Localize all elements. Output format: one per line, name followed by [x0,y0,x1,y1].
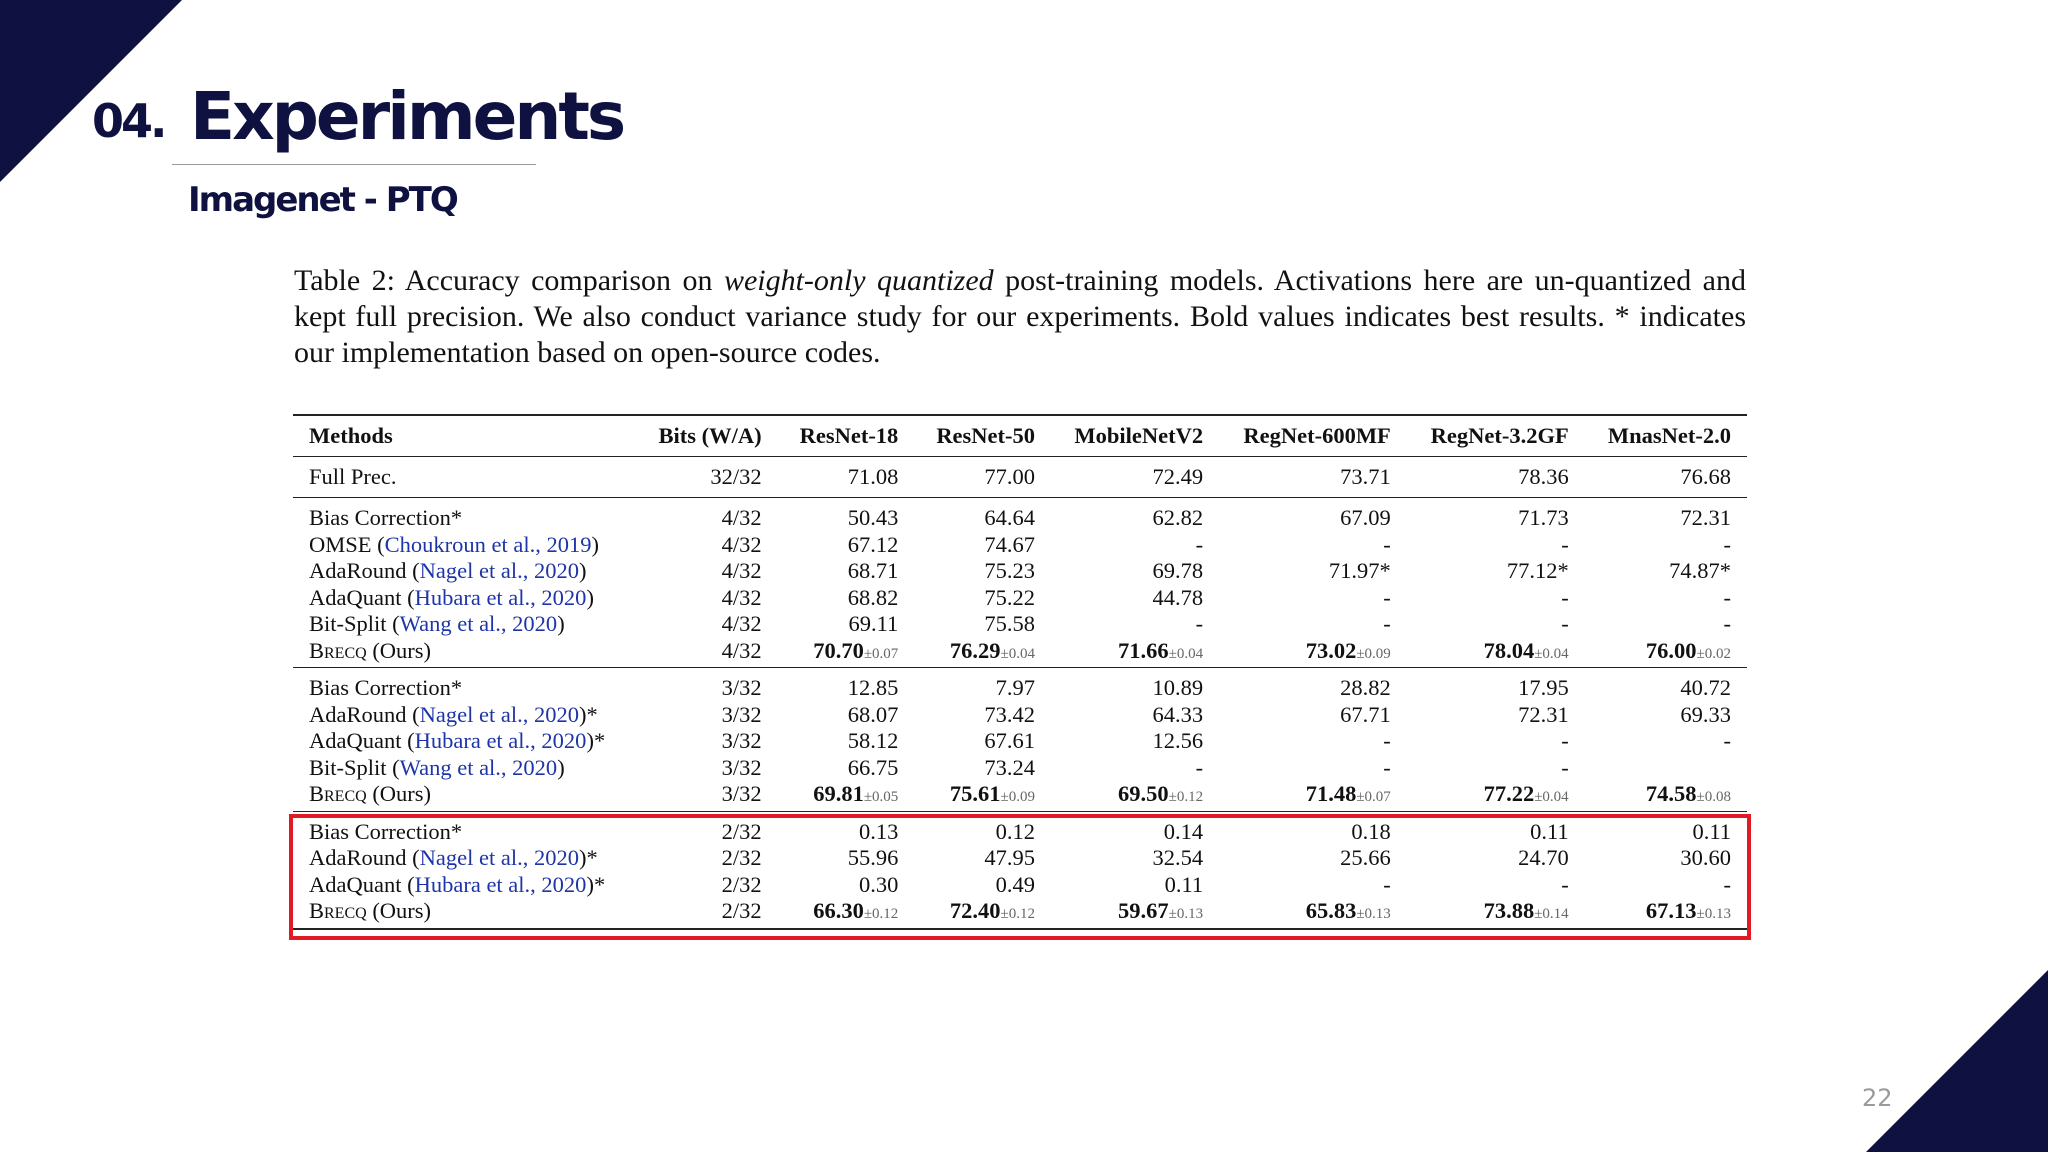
citation-link: Nagel et al., 2020 [419,558,579,584]
value-cell [914,638,1051,668]
title-underline [172,164,536,165]
method-name: Bit-Split [309,754,387,780]
value-cell: - [1383,584,1391,610]
value-cell: - [1195,611,1204,637]
col-header-regnet-3-2gf: RegNet-3.2GF [1407,415,1585,457]
citation-link: Hubara et al., 2020 [414,728,587,754]
value-cell: 44.78 [1152,584,1204,610]
table-row [293,585,1747,612]
col-header-resnet18: ResNet-18 [778,415,915,457]
best-value: 67.13 [1645,898,1697,924]
value-cell: - [1561,611,1569,637]
method-name: AdaRound [309,845,407,871]
value-cell [1219,781,1407,811]
value-cell: - [1195,531,1204,557]
best-value: 70.70 [813,637,864,663]
value-cell: 71.73 [1518,505,1569,531]
citation-link: Hubara et al., 2020 [414,584,587,610]
best-value: 75.61 [949,781,1001,807]
value-cell: 0.18 [1351,818,1391,844]
col-header-mobilenetv2: MobileNetV2 [1051,415,1219,457]
bits-cell: 3/32 [721,675,762,701]
method-cell: AdaRound (Nagel et al., 2020)* [309,845,598,871]
table-row-full-prec [293,457,1747,498]
bits-cell: 4/32 [721,584,762,610]
value-cell: 50.43 [847,505,899,531]
best-value: 69.50 [1118,781,1169,807]
value-cell: 24.70 [1518,845,1569,871]
method-cell: Full Prec. [293,457,636,498]
value-cell: 74.67 [984,531,1036,557]
value-cell: 17.95 [1518,675,1569,701]
std-dev: ±0.04 [1534,645,1569,662]
value-cell: 0.11 [1530,818,1569,844]
bits-cell: 4/32 [721,558,762,584]
col-header-methods: Methods [293,415,636,457]
best-value: 76.00 [1645,637,1697,663]
corner-triangle-top-left [0,0,182,182]
std-dev: ±0.07 [1356,789,1391,806]
best-value: 78.04 [1483,637,1535,663]
value-cell: - [1383,871,1391,897]
value-cell: 75.22 [984,584,1036,610]
value-cell: 67.71 [1340,701,1391,727]
std-dev: ±0.04 [1168,645,1204,662]
value-cell [1051,781,1219,811]
std-dev: ±0.13 [1696,906,1731,923]
value-cell: 47.95 [984,845,1036,871]
method-suffix: * [586,701,598,727]
value-cell: 10.89 [1152,675,1204,701]
value-cell [914,781,1051,811]
value-cell: - [1723,611,1731,637]
value-cell: 0.12 [995,818,1036,844]
bits-cell: 3/32 [636,781,777,811]
citation-link: Wang et al., 2020 [399,754,558,780]
value-cell: 0.11 [1164,871,1204,897]
value-cell: 73.42 [984,701,1036,727]
citation-link: Nagel et al., 2020 [419,701,579,727]
value-cell: 72.31 [1680,505,1731,531]
method-name: AdaQuant [309,728,402,754]
value-cell: 66.75 [847,754,899,780]
value-cell: 32.54 [1152,845,1204,871]
value-cell [1219,638,1407,668]
value-cell: 64.64 [984,505,1036,531]
citation-link: Wang et al., 2020 [399,611,558,637]
std-dev: ±0.14 [1534,906,1569,923]
best-value: 73.02 [1305,637,1357,663]
value-cell: - [1561,871,1569,897]
value-cell [778,781,915,811]
value-cell: 74.87* [1669,558,1731,584]
method-cell [293,668,636,702]
value-cell [1407,781,1585,811]
table-row [293,702,1747,729]
value-cell: - [1383,611,1391,637]
value-cell: 25.66 [1340,845,1391,871]
corner-triangle-bottom-right [1866,970,2048,1152]
value-cell: 0.13 [858,818,899,844]
citation-link: Hubara et al., 2020 [414,871,587,897]
best-value: 65.83 [1305,898,1357,924]
value-cell: 67.09 [1340,505,1391,531]
value-cell [1585,755,1747,782]
value-cell: - [1561,754,1569,780]
best-value: 71.66 [1118,637,1169,663]
value-cell: 58.12 [847,728,899,754]
best-value: 73.88 [1483,898,1535,924]
bits-cell: 2/32 [636,898,777,929]
method-name: Brecq [309,637,367,663]
value-cell: 73.24 [984,754,1036,780]
method-name: OMSE [309,531,372,557]
method-suffix: * [593,728,606,754]
best-value: 76.29 [949,637,1001,663]
value-cell: 30.60 [1680,845,1731,871]
method-name: AdaRound [309,558,407,584]
value-cell: - [1195,754,1204,780]
value-cell: - [1723,531,1731,557]
std-dev: ±0.04 [1000,645,1036,662]
value-cell: 71.97* [1328,558,1391,584]
col-header-bits: Bits (W/A) [636,415,777,457]
value-cell: - [1561,584,1569,610]
bits-cell: 3/32 [721,754,762,780]
method-name: AdaQuant [309,871,402,897]
slide-subtitle: Imagenet - PTQ [188,180,457,220]
method-cell: AdaQuant (Hubara et al., 2020)* [309,871,606,897]
std-dev: ±0.09 [1000,789,1036,806]
std-dev: ±0.09 [1356,645,1391,662]
table-row [293,668,1747,702]
value-cell: - [1561,531,1569,557]
table-row [293,558,1747,585]
table-row [293,755,1747,782]
value-cell [1585,638,1747,668]
std-dev: ±0.12 [1168,789,1204,806]
value-cell: 72.49 [1051,457,1219,498]
method-name: Brecq [309,898,367,924]
value-cell: - [1383,754,1391,780]
header-row [293,415,1747,457]
value-cell: 62.82 [1152,505,1204,531]
value-cell: 7.97 [995,675,1036,701]
best-value: 74.58 [1645,781,1697,807]
method-cell [293,781,636,811]
col-header-regnet-600mf: RegNet-600MF [1219,415,1407,457]
value-cell: - [1383,728,1391,754]
value-cell: - [1723,871,1731,897]
value-cell: 0.11 [1692,818,1731,844]
std-dev: ±0.12 [1000,906,1036,923]
method-name: Brecq [309,781,367,807]
value-cell: 55.96 [847,845,899,871]
citation-link: Choukroun et al., 2019 [384,531,592,557]
std-dev: ±0.04 [1534,789,1569,806]
method-name: AdaQuant [309,584,402,610]
table-row-brecq [293,781,1747,811]
bits-cell: 4/32 [721,531,762,557]
table-row [293,532,1747,559]
best-value: 69.81 [813,781,864,807]
bits-cell: 2/32 [721,871,762,897]
method-cell: AdaRound (Nagel et al., 2020)* [309,701,598,727]
value-cell: 69.78 [1152,558,1204,584]
value-cell: 67.12 [847,531,899,557]
value-cell: 78.36 [1407,457,1585,498]
slide-title: Experiments [190,78,624,155]
best-value: 77.22 [1483,781,1535,807]
citation-link: Nagel et al., 2020 [419,845,579,871]
bits-cell: 2/32 [721,845,762,871]
value-cell [1407,638,1585,668]
value-cell: 64.33 [1152,701,1204,727]
value-cell: 12.56 [1152,728,1204,754]
method-cell: OMSE (Choukroun et al., 2019) [309,531,599,557]
std-dev: ±0.07 [863,645,899,662]
best-value: 59.67 [1118,898,1169,924]
method-cell: AdaQuant (Hubara et al., 2020) [309,584,594,610]
method-cell: AdaRound (Nagel et al., 2020) [309,558,587,584]
std-dev: ±0.13 [1168,906,1204,923]
value-cell: 75.23 [984,558,1036,584]
caption-emphasis: weight-only quantized [723,264,994,297]
value-cell: 0.14 [1163,818,1204,844]
table-row [293,728,1747,755]
bits-cell: 4/32 [721,505,762,531]
std-dev: ±0.08 [1696,789,1731,806]
value-cell: 72.31 [1518,701,1569,727]
method-tag: (Ours) [372,781,432,807]
value-cell [1051,638,1219,668]
best-value: 71.48 [1305,781,1357,807]
value-cell [778,638,915,668]
value-cell: 69.11 [848,611,899,637]
value-cell [1585,781,1747,811]
value-cell: 28.82 [1340,675,1391,701]
col-header-resnet50: ResNet-50 [914,415,1051,457]
value-cell: 67.61 [984,728,1036,754]
value-cell: 76.68 [1585,457,1747,498]
method-cell: AdaQuant (Hubara et al., 2020)* [309,728,606,754]
method-name: AdaRound [309,701,407,727]
table-row [293,611,1747,638]
method-cell: Bit-Split (Wang et al., 2020) [309,611,565,637]
value-cell: 69.33 [1680,701,1731,727]
value-cell: 73.71 [1219,457,1407,498]
method-name: Bit-Split [309,611,387,637]
value-cell: 12.85 [847,675,899,701]
bits-cell: 3/32 [721,728,762,754]
method-tag: (Ours) [372,637,432,663]
value-cell: - [1561,728,1569,754]
bits-cell: 4/32 [721,611,762,637]
method-cell [293,638,636,668]
method-tag: (Ours) [372,898,432,924]
method-name: Bias Correction* [309,818,463,844]
value-cell: 0.49 [995,871,1036,897]
method-suffix: * [586,845,598,871]
value-cell: 68.07 [847,701,899,727]
section-number: 04. [92,94,165,148]
caption-part-1: Table 2: Accuracy comparison on [294,264,724,297]
std-dev: ±0.05 [863,789,899,806]
value-cell: 77.00 [914,457,1051,498]
value-cell: - [1723,584,1731,610]
std-dev: ±0.12 [863,906,899,923]
table-row-brecq [293,638,1747,668]
value-cell: 71.08 [778,457,915,498]
bits-cell: 32/32 [636,457,777,498]
col-header-mnasnet-2-0: MnasNet-2.0 [1585,415,1747,457]
best-value: 72.40 [949,898,1001,924]
value-cell: 77.12* [1506,558,1569,584]
std-dev: ±0.13 [1356,906,1391,923]
page-number: 22 [1862,1084,1893,1112]
bits-cell: 2/32 [721,818,762,844]
best-value: 66.30 [813,898,864,924]
table-row [293,498,1747,532]
value-cell: 40.72 [1680,675,1731,701]
value-cell: - [1723,728,1731,754]
bits-cell: 3/32 [721,701,762,727]
value-cell: - [1383,531,1391,557]
value-cell: 0.30 [858,871,899,897]
highlight-box-2bit [289,814,1751,940]
value-cell: 68.82 [847,584,899,610]
method-suffix: * [593,871,606,897]
method-cell [293,498,636,532]
table-caption [294,263,1746,371]
method-cell: Bit-Split (Wang et al., 2020) [309,754,565,780]
method-name: Bias Correction* [309,675,463,701]
method-name: Bias Correction* [309,505,463,531]
std-dev: ±0.02 [1696,645,1731,662]
caption-part-2: post-training models. Activations here are un-quantized and kept full precision. We also conduct variance study for our experiments. Bold values indicates best results. * indicates our implementation based on open-source codes. [294,264,1746,369]
bits-cell: 4/32 [636,638,777,668]
value-cell: 75.58 [984,611,1036,637]
value-cell: 68.71 [847,558,899,584]
